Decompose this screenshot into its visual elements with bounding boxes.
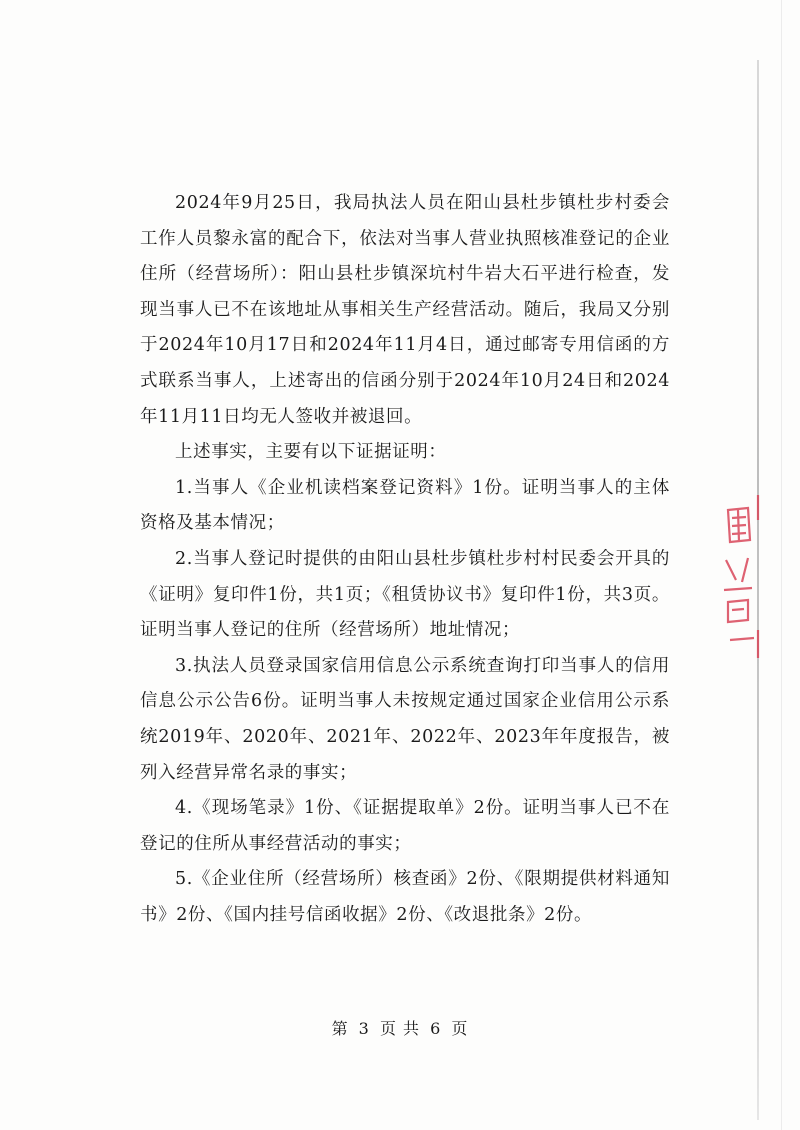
evidence-item-2: 2.当事人登记时提供的由阳山县杜步镇杜步村村民委会开具的《证明》复印件1份，共1页；《租赁协议书》复印件1份，共3页。证明当事人登记的住所（经营场所）地址情况； [140, 548, 670, 641]
footer-total-pages: 6 [430, 1019, 442, 1038]
partial-seal-stamp [718, 490, 766, 660]
paragraph-inspection-facts: 2024年9月25日，我局执法人员在阳山县杜步镇杜步村委会工作人员黎永富的配合下，依法对当事人营业执照核准登记的企业住所（经营场所）：阳山县杜步镇深坑村牛岩大石平进行检查，发现当事人已不在该地址从事相关生产经营活动。随后，我局又分别于2024年10月17日和2024年11月4日，通过邮寄专用信函的方式联系当事人，上述寄出的信函分别于2024年10月24日和2024年11月11日均无人签收并被退回。 [140, 193, 670, 427]
footer-suffix: 页 [451, 1019, 469, 1038]
evidence-item-4: 4.《现场笔录》1份、《证据提取单》2份。证明当事人已不在登记的住所从事经营活动的事实； [140, 798, 670, 854]
page-footer [0, 1016, 800, 1039]
scan-edge-line-faint [781, 0, 782, 1130]
footer-current-page: 3 [358, 1019, 370, 1038]
evidence-item-3: 3.执法人员登录国家信用信息公示系统查询打印当事人的信用信息公示公告6份。证明当事人未按规定通过国家企业信用公示系统2019年、2020年、2021年、2022年、2023年年度报告，被列入经营异常名录的事实； [140, 655, 670, 783]
footer-middle: 页 共 [379, 1019, 421, 1038]
evidence-item-1: 1.当事人《企业机读档案登记资料》1份。证明当事人的主体资格及基本情况； [140, 477, 670, 534]
paragraph-evidence-intro: 上述事实，主要有以下证据证明： [175, 442, 447, 463]
document-body [140, 186, 670, 933]
evidence-item-5: 5.《企业住所（经营场所）核查函》2份、《限期提供材料通知书》2份、《国内挂号信函收据》2份、《改退批条》2份。 [140, 869, 670, 925]
footer-prefix: 第 [331, 1019, 349, 1038]
